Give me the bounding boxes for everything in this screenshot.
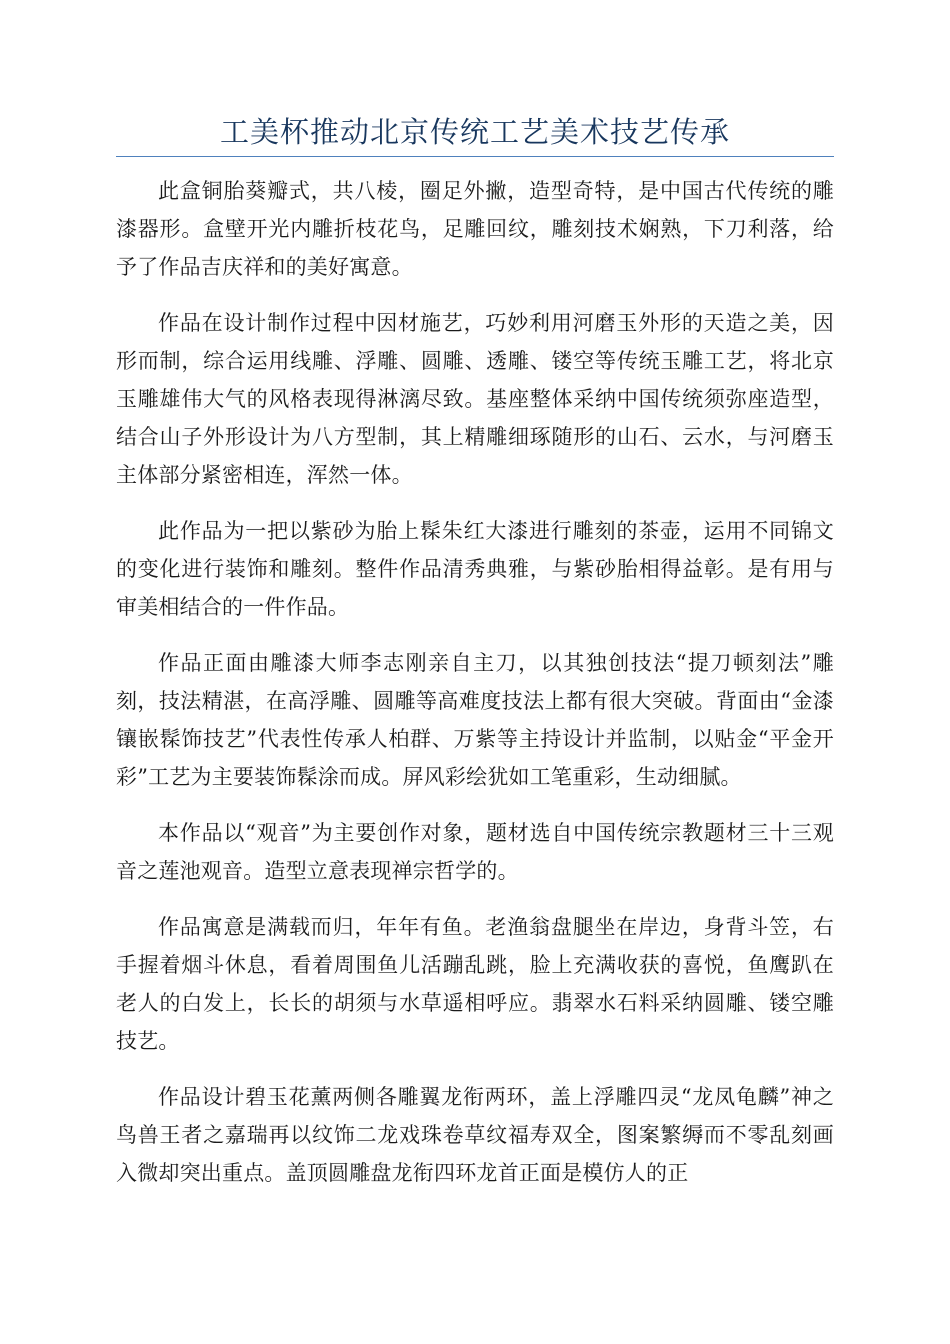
- title-block: [116, 112, 834, 157]
- document-title: 工美杯推动北京传统工艺美术技艺传承: [219, 115, 730, 149]
- paragraph-7: 作品设计碧玉花薰两侧各雕翼龙衔两环，盖上浮雕四灵“龙凤龟麟”神之鸟兽王者之嘉瑞再以纹饰二龙戏珠卷草纹福寿双全，图案繁缛而不零乱刻画入微却突出重点。盖顶圆雕盘龙衔四环龙首正面是模仿人的正: [116, 1085, 834, 1185]
- paragraph-5: 本作品以“观音”为主要创作对象，题材选自中国传统宗教题材三十三观音之莲池观音。造型立意表现禅宗哲学的。: [116, 821, 834, 883]
- document-body: [116, 172, 834, 1210]
- paragraph-4: 作品正面由雕漆大师李志刚亲自主刀，以其独创技法“提刀顿刻法”雕刻，技法精湛，在高浮雕、圆雕等高难度技法上都有很大突破。背面由“金漆镶嵌髹饰技艺”代表性传承人柏群、万紫等主持设计并监制，以贴金“平金开彩”工艺为主要装饰髹涂而成。屏风彩绘犹如工笔重彩，生动细腻。: [116, 651, 834, 789]
- paragraph-6: 作品寓意是满载而归，年年有鱼。老渔翁盘腿坐在岸边，身背斗笠，右手握着烟斗休息，看着周围鱼儿活蹦乱跳，脸上充满收获的喜悦，鱼鹰趴在老人的白发上，长长的胡须与水草遥相呼应。翡翠水石料采纳圆雕、镂空雕技艺。: [116, 915, 834, 1053]
- paragraph-3: 此作品为一把以紫砂为胎上髹朱红大漆进行雕刻的茶壶，运用不同锦文的变化进行装饰和雕刻。整件作品清秀典雅，与紫砂胎相得益彰。是有用与审美相结合的一件作品。: [116, 519, 834, 619]
- paragraph-2: 作品在设计制作过程中因材施艺，巧妙利用河磨玉外形的天造之美，因形而制，综合运用线雕、浮雕、圆雕、透雕、镂空等传统玉雕工艺，将北京玉雕雄伟大气的风格表现得淋漓尽致。基座整体采纳中国传统须弥座造型，结合山子外形设计为八方型制，其上精雕细琢随形的山石、云水，与河磨玉主体部分紧密相连，浑然一体。: [116, 311, 834, 487]
- paragraph-1: 此盒铜胎葵瓣式，共八棱，圈足外撇，造型奇特，是中国古代传统的雕漆器形。盒壁开光内雕折枝花鸟，足雕回纹，雕刻技术娴熟，下刀利落，给予了作品吉庆祥和的美好寓意。: [116, 179, 834, 279]
